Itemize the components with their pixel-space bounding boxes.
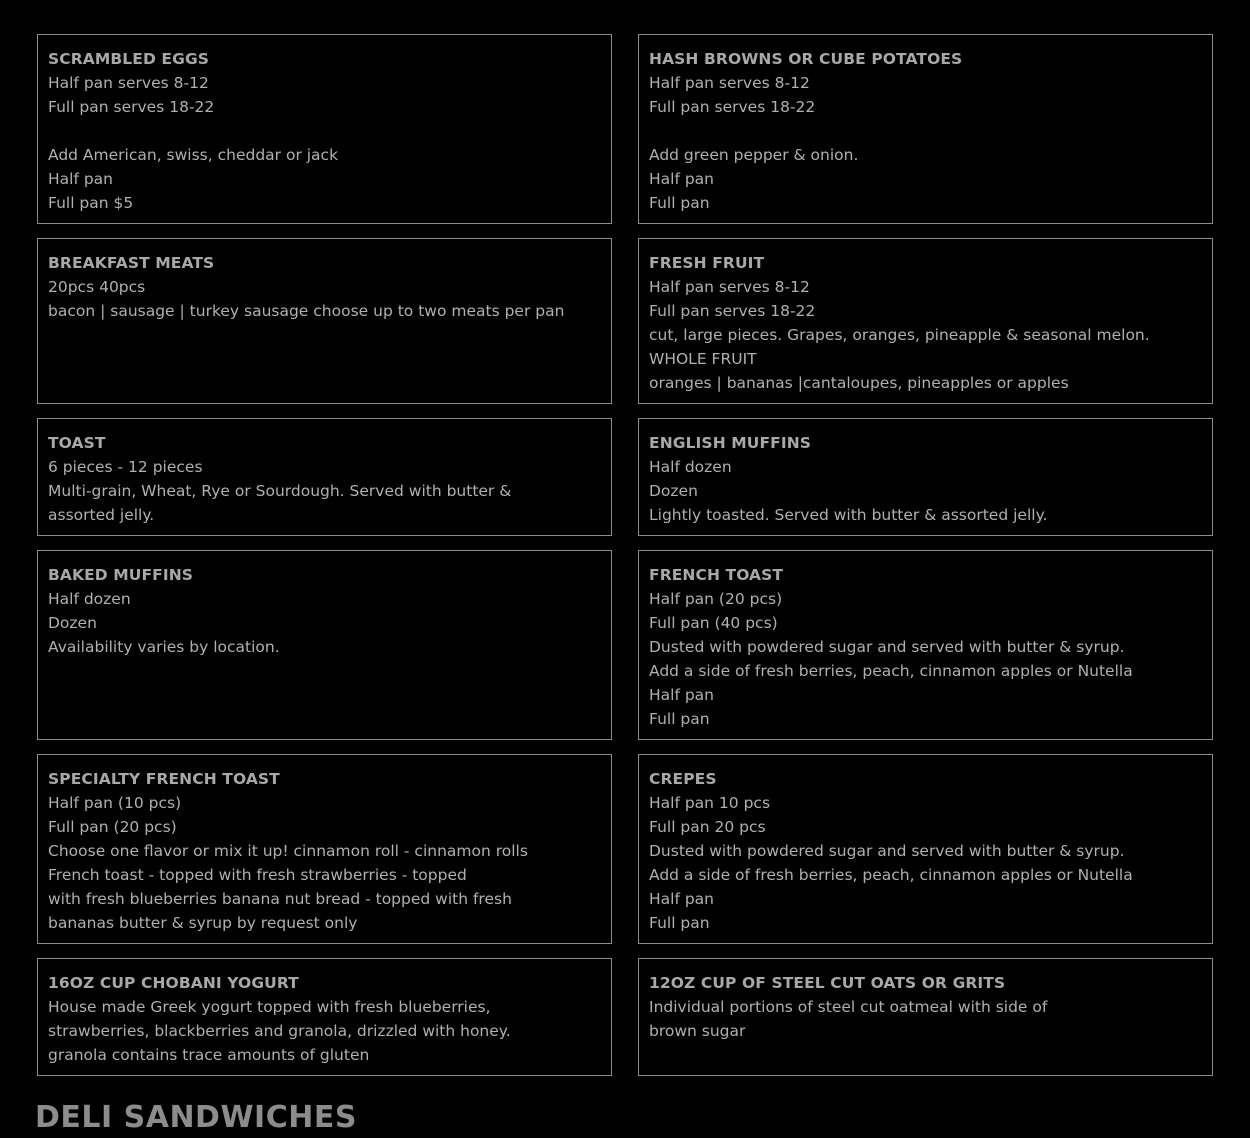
card-title: BAKED MUFFINS — [48, 566, 194, 584]
menu-card-specialty-french-toast — [37, 754, 612, 944]
card-line: Half pan (20 pcs) — [649, 590, 783, 608]
card-line: 6 pieces - 12 pieces — [48, 458, 203, 476]
card-spacer — [48, 119, 601, 143]
menu-grid — [37, 34, 1213, 1076]
card-line: oranges | bananas |cantaloupes, pineapples or apples — [649, 374, 1069, 392]
card-line: assorted jelly. — [48, 506, 155, 524]
card-line: Multi-grain, Wheat, Rye or Sourdough. Served with butter & — [48, 482, 512, 500]
card-title: FRESH FRUIT — [649, 254, 765, 272]
card-line: Lightly toasted. Served with butter & assorted jelly. — [649, 506, 1048, 524]
card-line: cut, large pieces. Grapes, oranges, pineapple & seasonal melon. — [649, 326, 1150, 344]
menu-card-chobani-yogurt — [37, 958, 612, 1076]
card-line: Availability varies by location. — [48, 638, 280, 656]
card-title: CREPES — [649, 770, 717, 788]
card-line: bacon | sausage | turkey sausage choose up to two meats per pan — [48, 302, 565, 320]
card-line: with fresh blueberries banana nut bread - topped with fresh — [48, 890, 512, 908]
card-line: strawberries, blackberries and granola, drizzled with honey. — [48, 1022, 511, 1040]
card-line: Full pan — [649, 194, 710, 212]
card-line: Half pan serves 8-12 — [48, 74, 209, 92]
card-line: Half pan — [48, 170, 114, 188]
card-line: Full pan — [649, 914, 710, 932]
card-line: Half pan (10 pcs) — [48, 794, 182, 812]
card-line: Individual portions of steel cut oatmeal with side of — [649, 998, 1048, 1016]
menu-card-toast — [37, 418, 612, 536]
card-line: Half pan — [649, 170, 715, 188]
card-title: 16OZ CUP CHOBANI YOGURT — [48, 974, 299, 992]
card-line: Add green pepper & onion. — [649, 146, 859, 164]
menu-card-french-toast — [638, 550, 1213, 740]
card-title: ENGLISH MUFFINS — [649, 434, 812, 452]
card-line: brown sugar — [649, 1022, 746, 1040]
menu-card-breakfast-meats — [37, 238, 612, 404]
card-line: Half dozen — [649, 458, 732, 476]
card-line: 20pcs 40pcs — [48, 278, 146, 296]
card-line: Half pan serves 8-12 — [649, 74, 810, 92]
card-line: Add a side of fresh berries, peach, cinnamon apples or Nutella — [649, 662, 1133, 680]
card-line: bananas butter & syrup by request only — [48, 914, 358, 932]
card-line: French toast - topped with fresh strawberries - topped — [48, 866, 467, 884]
card-line: Dozen — [48, 614, 97, 632]
menu-card-oats-or-grits — [638, 958, 1213, 1076]
card-line: Full pan $5 — [48, 194, 134, 212]
card-title: BREAKFAST MEATS — [48, 254, 215, 272]
card-spacer — [649, 119, 1202, 143]
card-line: Full pan (20 pcs) — [48, 818, 177, 836]
card-line: Add American, swiss, cheddar or jack — [48, 146, 339, 164]
card-line: Add a side of fresh berries, peach, cinnamon apples or Nutella — [649, 866, 1133, 884]
card-line: Full pan serves 18-22 — [649, 98, 816, 116]
card-line: Full pan serves 18-22 — [649, 302, 816, 320]
card-line: Full pan serves 18-22 — [48, 98, 215, 116]
card-line: Half pan — [649, 686, 715, 704]
card-line: Half dozen — [48, 590, 131, 608]
menu-card-english-muffins — [638, 418, 1213, 536]
menu-card-scrambled-eggs — [37, 34, 612, 224]
menu-card-hash-browns — [638, 34, 1213, 224]
card-line: Dusted with powdered sugar and served with butter & syrup. — [649, 638, 1125, 656]
menu-card-crepes — [638, 754, 1213, 944]
card-title: 12OZ CUP OF STEEL CUT OATS OR GRITS — [649, 974, 1006, 992]
card-line: granola contains trace amounts of gluten — [48, 1046, 370, 1064]
menu-card-baked-muffins — [37, 550, 612, 740]
card-line: WHOLE FRUIT — [649, 350, 757, 368]
card-line: Half pan 10 pcs — [649, 794, 771, 812]
card-line: Dozen — [649, 482, 698, 500]
card-line: Dusted with powdered sugar and served with butter & syrup. — [649, 842, 1125, 860]
card-line: Full pan — [649, 710, 710, 728]
card-title: FRENCH TOAST — [649, 566, 784, 584]
card-line: Choose one flavor or mix it up! cinnamon roll - cinnamon rolls — [48, 842, 528, 860]
card-line: Half pan serves 8-12 — [649, 278, 810, 296]
card-line: Full pan (40 pcs) — [649, 614, 778, 632]
card-title: HASH BROWNS OR CUBE POTATOES — [649, 50, 963, 68]
card-title: SPECIALTY FRENCH TOAST — [48, 770, 280, 788]
card-line: House made Greek yogurt topped with fresh blueberries, — [48, 998, 491, 1016]
card-title: TOAST — [48, 434, 106, 452]
section-heading-deli-sandwiches: DELI SANDWICHES — [35, 1100, 357, 1135]
card-title: SCRAMBLED EGGS — [48, 50, 210, 68]
card-line: Full pan 20 pcs — [649, 818, 766, 836]
menu-card-fresh-fruit — [638, 238, 1213, 404]
card-line: Half pan — [649, 890, 715, 908]
